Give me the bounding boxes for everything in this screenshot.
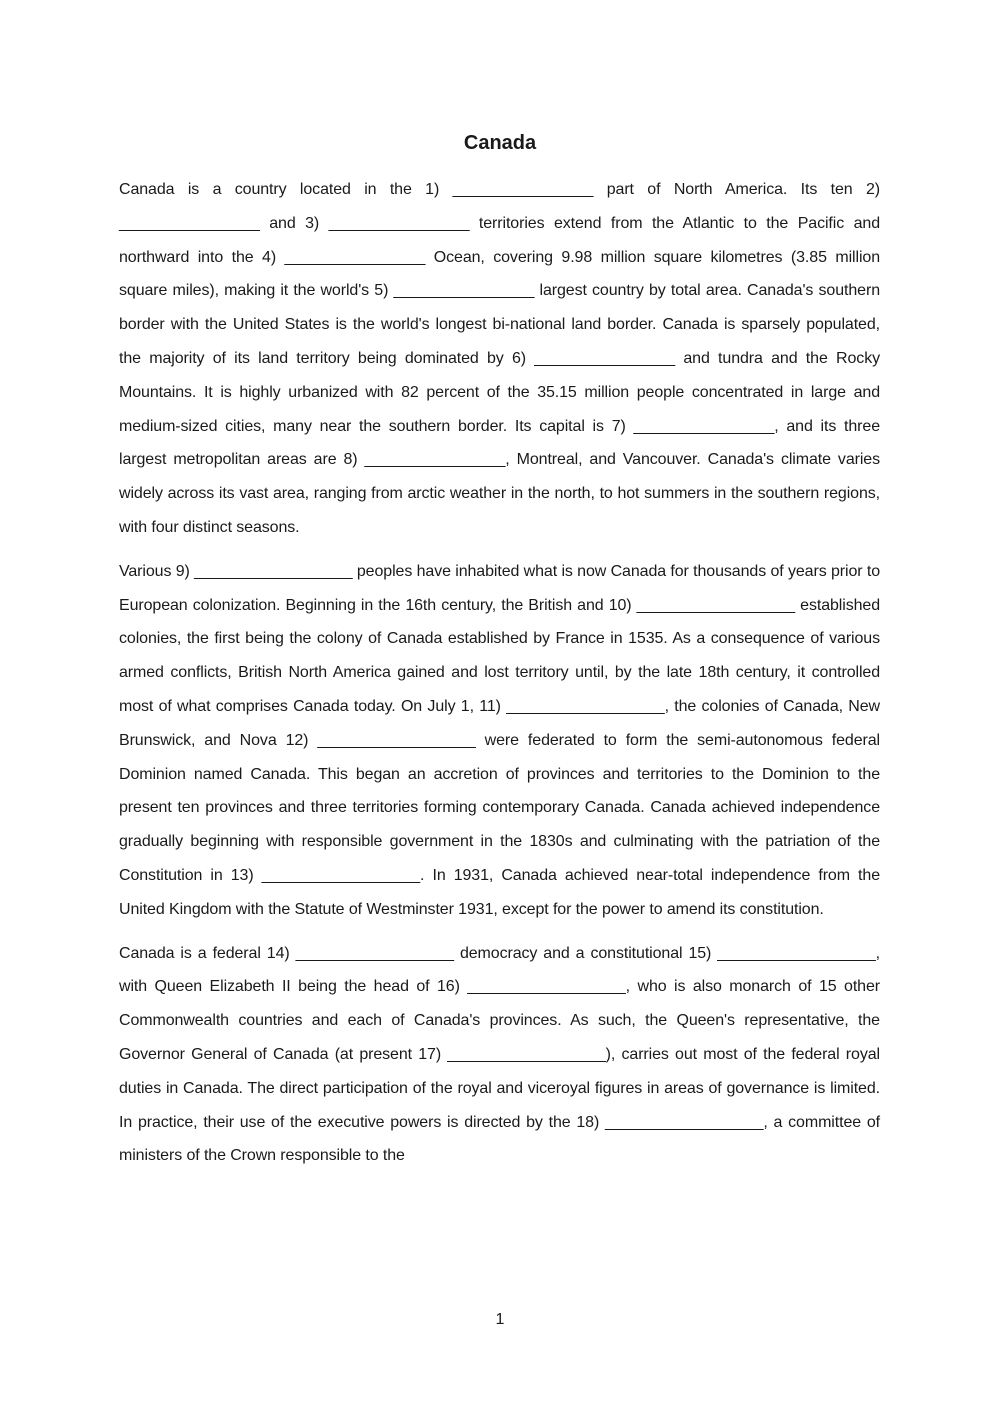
document-title: Canada xyxy=(463,132,537,154)
document-body xyxy=(119,173,880,1183)
paragraph-government: Canada is a federal 14) __________________ democracy and a constitutional 15) __________________, with Queen Elizabeth II being the head of 16) __________________, who is also monarch of 15 other Commonwealth countries and each of Canada's provinces. As such, the Queen's representative, the Governor General of Canada (at present 17) __________________), carries out most of the federal royal duties in Canada. The direct participation of the royal and viceroyal figures in areas of governance is limited. In practice, their use of the executive powers is directed by the 18) __________________, a committee of ministers of the Crown responsible to the xyxy=(119,944,880,1165)
page-number: 1 xyxy=(495,1311,505,1328)
paragraph-geography: Canada is a country located in the 1) ________________ part of North America. Its ten 2) ________________ and 3) ________________ territories extend from the Atlantic to the Pacific and northward into the 4) ________________ Ocean, covering 9.98 million square kilometres (3.85 million square miles), making it the world's 5) ________________ largest country by total area. Canada's southern border with the United States is the world's longest bi-national land border. Canada is sparsely populated, the majority of its land territory being dominated by 6) ________________ and tundra and the Rocky Mountains. It is highly urbanized with 82 percent of the 35.15 million people concentrated in large and medium-sized cities, many near the southern border. Its capital is 7) ________________, and its three largest metropolitan areas are 8) ________________, Montreal, and Vancouver. Canada's climate varies widely across its vast area, ranging from arctic weather in the north, to hot summers in the southern regions, with four distinct seasons. xyxy=(119,181,880,536)
paragraph-history: Various 9) __________________ peoples have inhabited what is now Canada for thousands of years prior to European colonization. Beginning in the 16th century, the British and 10) __________________ established colonies, the first being the colony of Canada established by France in 1535. As a consequence of various armed conflicts, British North America gained and lost territory until, by the late 18th century, it controlled most of what comprises Canada today. On July 1, 11) __________________, the colonies of Canada, New Brunswick, and Nova 12) __________________ were federated to form the semi-autonomous federal Dominion named Canada. This began an accretion of provinces and territories to the Dominion to the present ten provinces and three territories forming contemporary Canada. Canada achieved independence gradually beginning with responsible government in the 1830s and culminating with the patriation of the Constitution in 13) __________________. In 1931, Canada achieved near-total independence from the United Kingdom with the Statute of Westminster 1931, except for the power to amend its constitution. xyxy=(119,562,880,918)
